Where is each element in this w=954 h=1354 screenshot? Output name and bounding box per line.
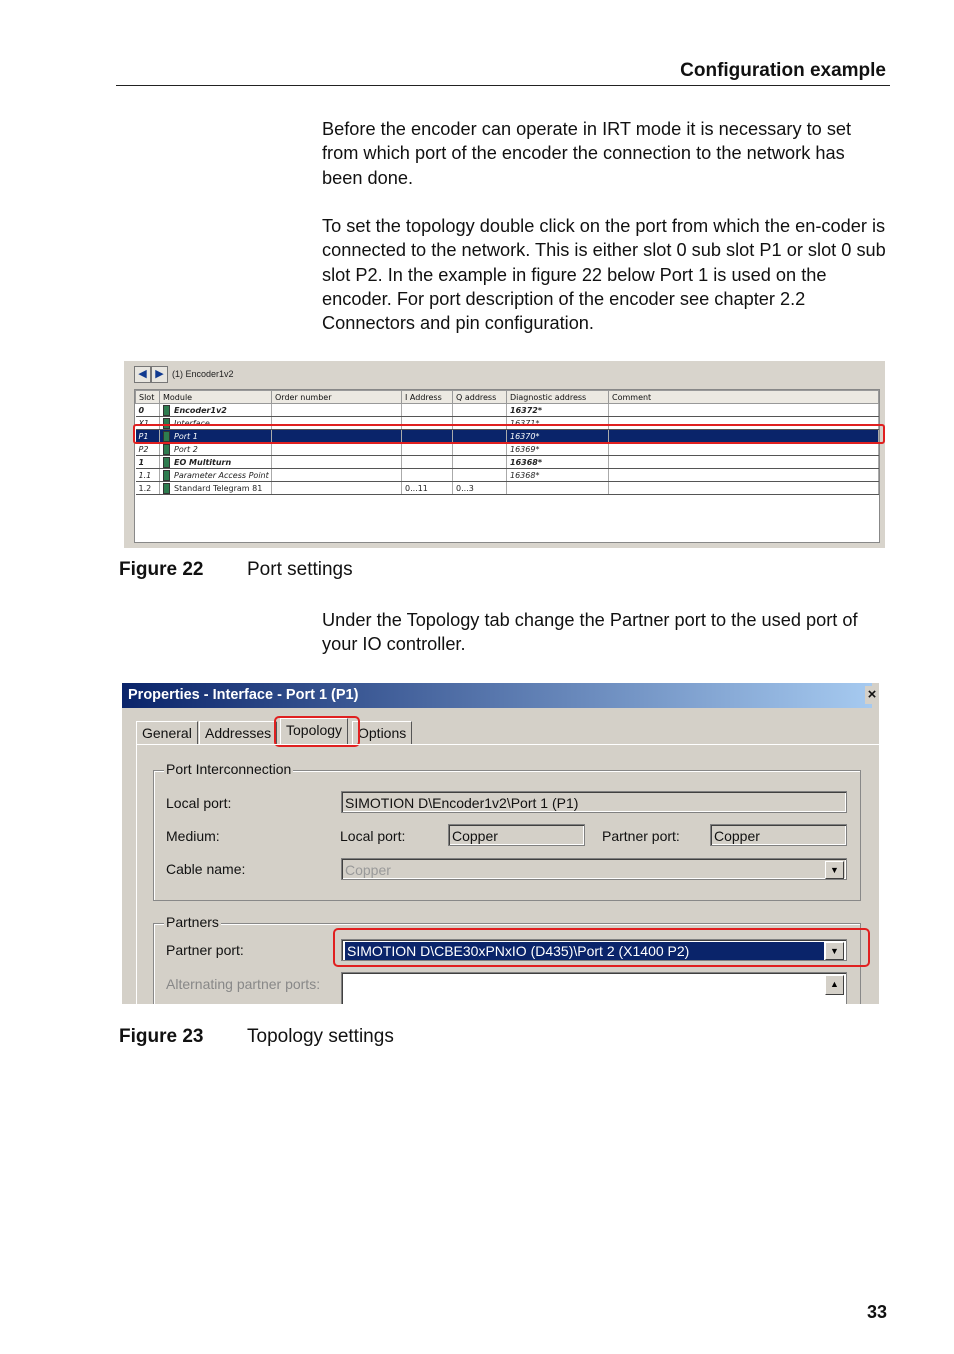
cell-slot: X1 (136, 417, 160, 430)
figure-23-label: Figure 23 (119, 1026, 204, 1047)
medium-local-port-label: Local port: (340, 828, 406, 844)
cell-module: EO Multiturn (160, 456, 272, 469)
local-port-field: SIMOTION D\Encoder1v2\Port 1 (P1) (341, 791, 847, 813)
cell-diag: 16372* (507, 404, 609, 417)
table-header-row (136, 391, 879, 404)
chevron-down-icon[interactable]: ▼ (825, 861, 844, 879)
col-order-number[interactable]: Order number (272, 391, 402, 404)
cell-slot: P2 (136, 443, 160, 456)
dialog-titlebar: Properties - Interface - Port 1 (P1) (122, 683, 872, 708)
local-port-label: Local port: (166, 795, 232, 811)
table-row[interactable] (136, 404, 879, 417)
cell-module: Interface (160, 417, 272, 430)
paragraph-topology-instructions: To set the topology double click on the port from which the en-coder is connected to the network. This is either slot 0 sub slot P1 or slot 0 sub slot P2. In the example in figure 22 below Port 1 is used on the encoder. For port description of the encoder see chapter 2.2 Connectors and pin configuration. (322, 216, 886, 334)
module-icon (163, 405, 170, 416)
cable-name-select[interactable]: Copper ▼ (341, 858, 847, 880)
close-icon[interactable]: × (865, 686, 879, 704)
figure-22-label: Figure 22 (119, 559, 204, 580)
medium-partner-port-label: Partner port: (602, 828, 680, 844)
tab-general[interactable]: General (136, 721, 198, 744)
col-slot[interactable]: Slot (136, 391, 160, 404)
table-row[interactable] (136, 456, 879, 469)
cell-module: Standard Telegram 81 (160, 482, 272, 495)
col-diagnostic-address[interactable]: Diagnostic address (507, 391, 609, 404)
group-title: Port Interconnection (166, 761, 292, 777)
module-icon (163, 457, 170, 468)
header-title: Configuration example (680, 60, 886, 81)
cell-diag: 16371* (507, 417, 609, 430)
figure-22-screenshot (124, 361, 885, 548)
cell-module: Port 1 (160, 430, 272, 443)
module-table (134, 389, 880, 543)
tab-options[interactable]: Options (352, 721, 412, 744)
cell-i-address: 0...11 (402, 482, 453, 495)
figure-23-dialog (122, 683, 879, 1004)
cell-slot: 1.2 (136, 482, 160, 495)
medium-partner-port-field: Copper (710, 824, 847, 846)
cell-slot: 1 (136, 456, 160, 469)
cell-diag: 16370* (507, 430, 609, 443)
table-row[interactable] (136, 482, 879, 495)
table-row[interactable] (136, 469, 879, 482)
medium-label: Medium: (166, 828, 220, 844)
cell-q-address: 0...3 (453, 482, 507, 495)
table-row[interactable] (136, 443, 879, 456)
highlight-topology-tab (274, 716, 360, 747)
cell-module: Encoder1v2 (160, 404, 272, 417)
figure-23-caption (119, 1026, 394, 1048)
chevron-down-icon[interactable]: ▼ (825, 942, 844, 960)
cell-slot: P1 (136, 430, 160, 443)
module-icon (163, 483, 170, 494)
forward-arrow-icon[interactable]: ▶ (151, 366, 168, 383)
tab-addresses[interactable]: Addresses (199, 721, 277, 744)
cell-diag: 16369* (507, 443, 609, 456)
highlight-partner-port (333, 928, 870, 967)
paragraph-topology-tab: Under the Topology tab change the Partner port to the used port of your IO controller. (322, 610, 858, 655)
group-title: Partners (166, 914, 219, 930)
station-title: (1) Encoder1v2 (172, 369, 234, 379)
col-module[interactable]: Module (160, 391, 272, 404)
cell-module: Port 2 (160, 443, 272, 456)
module-icon (163, 470, 170, 481)
cell-diag: 16368* (507, 456, 609, 469)
medium-local-port-field: Copper (448, 824, 585, 846)
cell-slot: 1.1 (136, 469, 160, 482)
highlight-port1-row (133, 424, 885, 444)
alternating-partner-ports-label: Alternating partner ports: (166, 976, 321, 992)
partner-port-label: Partner port: (166, 942, 244, 958)
paragraph-irt-mode: Before the encoder can operate in IRT mode it is necessary to set from which port of the encoder the connection to the network has been done. (322, 119, 852, 188)
back-arrow-icon[interactable]: ◀ (134, 366, 151, 383)
figure-22-title: Port settings (247, 559, 353, 580)
alternating-partner-ports-list[interactable] (341, 972, 847, 1004)
partner-port-select[interactable]: SIMOTION D\CBE30xPNxIO (D435)\Port 2 (X1400 P2) ▼ (341, 939, 847, 961)
running-header (116, 58, 890, 86)
cell-slot: 0 (136, 404, 160, 417)
cable-name-label: Cable name: (166, 861, 246, 877)
port-interconnection-group (153, 761, 861, 901)
page-number: 33 (866, 1302, 887, 1322)
tab-topology[interactable]: Topology (280, 718, 348, 744)
figure-23-title: Topology settings (247, 1026, 394, 1047)
cell-diag: 16368* (507, 469, 609, 482)
col-q-address[interactable]: Q address (453, 391, 507, 404)
module-icon (163, 444, 170, 455)
col-i-address[interactable]: I Address (402, 391, 453, 404)
cell-module: Parameter Access Point (160, 469, 272, 482)
col-comment[interactable]: Comment (609, 391, 879, 404)
figure-22-caption (119, 559, 353, 581)
scroll-up-icon[interactable]: ▲ (825, 975, 844, 995)
